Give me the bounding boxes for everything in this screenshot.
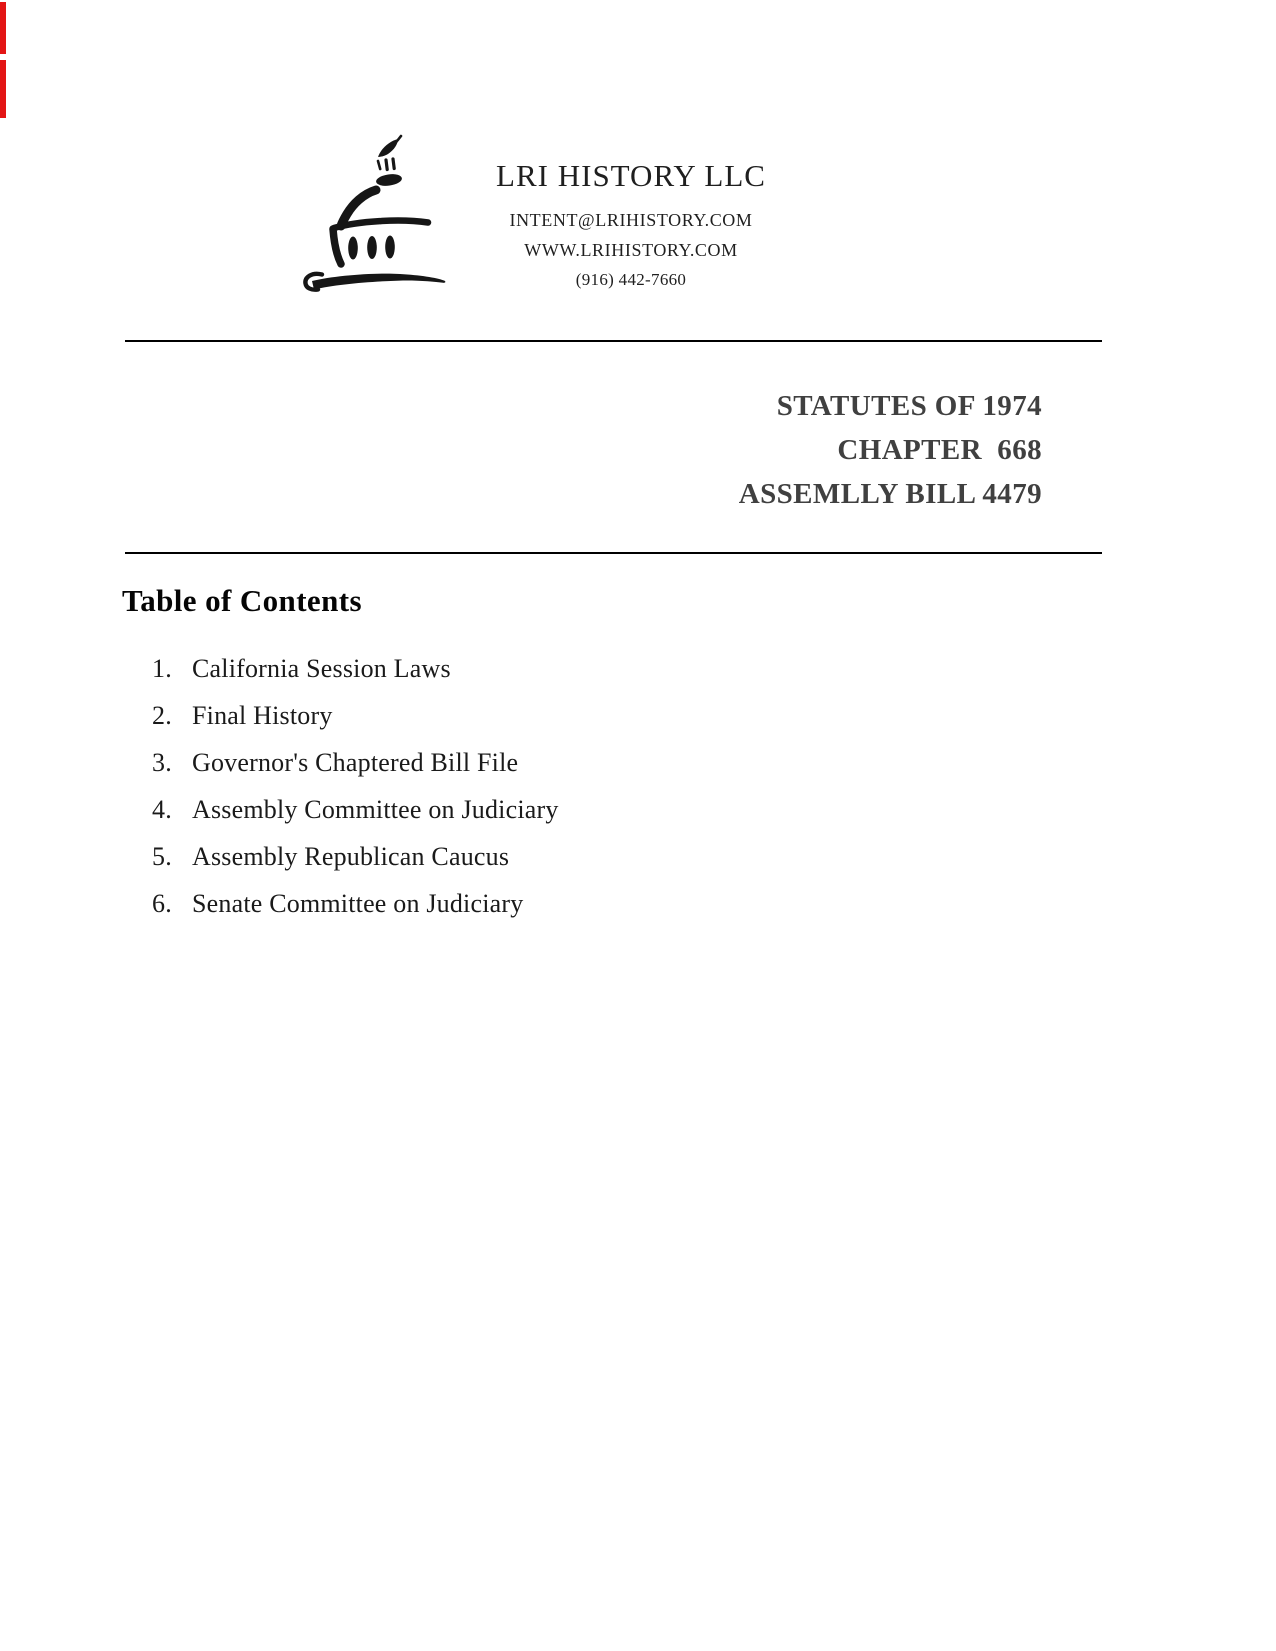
toc-item-number: 4. [152,795,172,824]
company-website: WWW.LRIHISTORY.COM [524,240,738,260]
statute-title-block [739,384,1042,516]
toc-item [152,652,852,685]
red-edge-artifact [0,60,6,118]
toc-item [152,840,852,873]
divider-top [125,340,1102,342]
toc-item-label: Governor's Chaptered Bill File [192,748,519,777]
red-edge-artifact [0,2,6,54]
toc-item-number: 1. [152,654,172,683]
toc-item-label: Final History [192,701,333,730]
toc-item [152,887,852,920]
toc-item-number: 2. [152,701,172,730]
toc-item [152,793,852,826]
bill-line: ASSEMLLY BILL 4479 [738,478,1042,510]
toc-item-number: 3. [152,748,172,777]
company-name: LRI HISTORY LLC [496,158,766,193]
chapter-line: CHAPTER 668 [837,434,1042,466]
toc-item-label: California Session Laws [192,654,451,683]
divider-bottom [125,552,1102,554]
toc-item-label: Assembly Republican Caucus [192,842,510,871]
company-phone: (916) 442-7660 [575,270,687,289]
toc-item-number: 6. [152,889,172,918]
toc-heading: Table of Contents [122,583,362,618]
statutes-line: STATUTES OF 1974 [776,390,1042,422]
company-header [406,156,856,295]
toc-item [152,746,852,779]
toc-item-label: Senate Committee on Judiciary [192,889,524,918]
toc-item [152,699,852,732]
toc-item-number: 5. [152,842,172,871]
toc-item-label: Assembly Committee on Judiciary [192,795,559,824]
company-email: INTENT@LRIHISTORY.COM [509,210,753,230]
toc-list [152,652,852,934]
